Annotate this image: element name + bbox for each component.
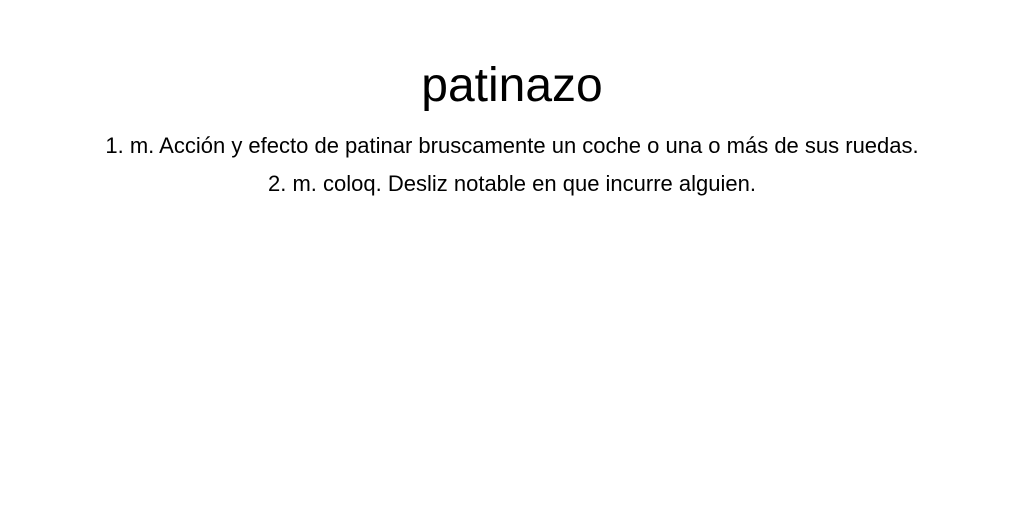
definition-list (0, 127, 1024, 203)
headword: patinazo (421, 59, 603, 112)
definition-2: 2. m. coloq. Desliz notable en que incurre alguien. (268, 171, 756, 196)
definition-1: 1. m. Acción y efecto de patinar bruscamente un coche o una o más de sus ruedas. (105, 133, 919, 158)
